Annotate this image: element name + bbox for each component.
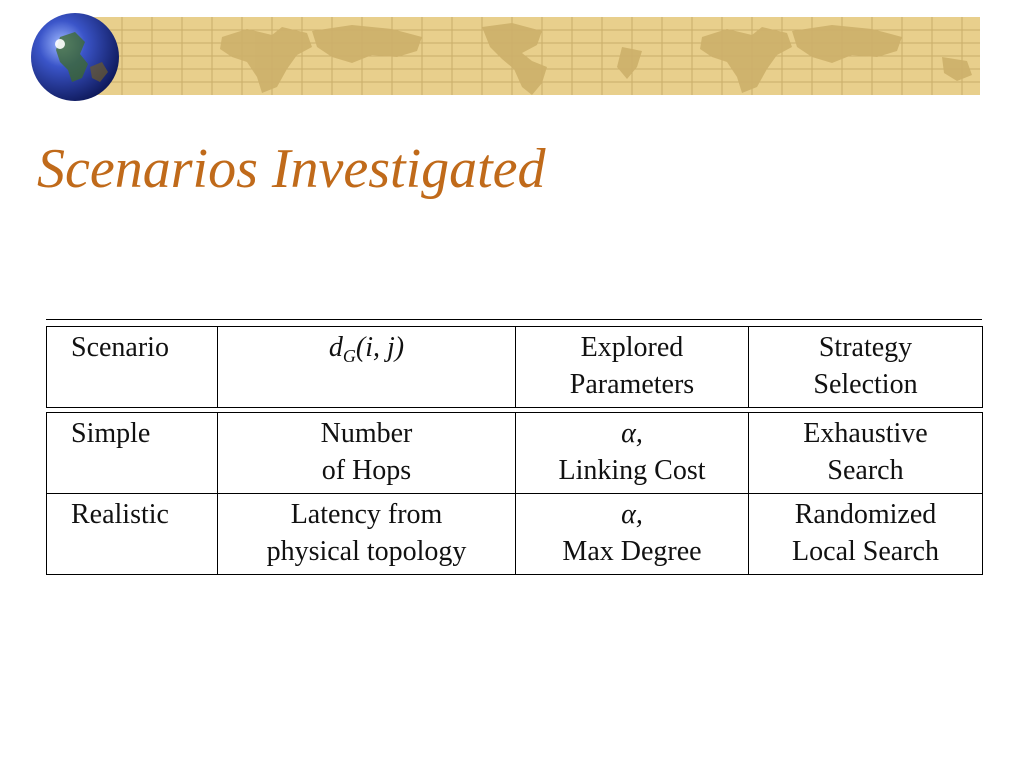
table-row (47, 413, 983, 494)
formula-args: (i, j) (355, 332, 405, 363)
table-row (47, 494, 983, 575)
world-map-banner (62, 17, 980, 95)
header-strategy-selection: Strategy Selection (749, 327, 983, 408)
cell-strategy: Exhaustive Search (749, 413, 983, 494)
globe-icon (30, 12, 120, 102)
cell-explored: α, Linking Cost (516, 413, 749, 494)
table-top-rule (46, 319, 982, 320)
cell-distance: Number of Hops (218, 413, 516, 494)
formula-subscript: G (342, 346, 356, 366)
world-map-icon (62, 17, 980, 95)
scenario-header-table (46, 326, 983, 408)
cell-strategy: Randomized Local Search (749, 494, 983, 575)
header-distance-formula (218, 327, 516, 408)
slide-title: Scenarios Investigated (37, 138, 546, 200)
cell-scenario: Simple (47, 413, 218, 494)
cell-explored: α, Max Degree (516, 494, 749, 575)
header-explored-parameters: Explored Parameters (516, 327, 749, 408)
table-header-row (47, 327, 983, 408)
cell-distance: Latency from physical topology (218, 494, 516, 575)
header-scenario: Scenario (47, 327, 218, 408)
scenario-body-table (46, 412, 983, 575)
formula-d: d (328, 332, 343, 363)
cell-scenario: Realistic (47, 494, 218, 575)
